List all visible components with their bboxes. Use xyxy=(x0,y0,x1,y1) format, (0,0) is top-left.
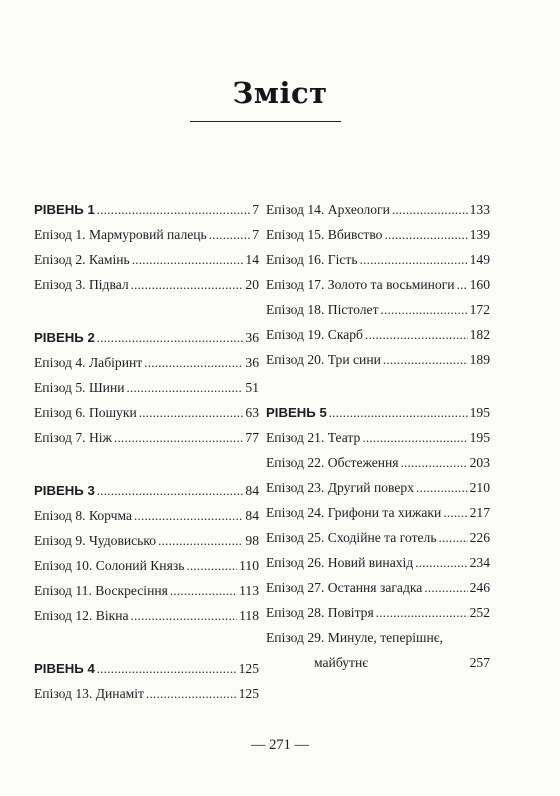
toc-entry-label: Епізод 24. Грифони та хижаки xyxy=(266,505,442,520)
dot-leader xyxy=(146,681,237,706)
dot-leader xyxy=(415,550,467,575)
dot-leader xyxy=(158,528,243,553)
toc-entry[interactable] xyxy=(266,575,490,600)
dot-leader xyxy=(97,197,250,222)
toc-entry-label: Епізод 11. Воскресіння xyxy=(34,583,168,598)
toc-page-number: 110 xyxy=(239,558,259,573)
toc-page-number: 160 xyxy=(469,277,490,292)
toc-entry[interactable] xyxy=(266,550,490,575)
toc-page-number: 14 xyxy=(245,252,259,267)
toc-page-number: 36 xyxy=(245,355,259,370)
toc-entry[interactable] xyxy=(266,197,490,222)
dot-leader xyxy=(132,247,244,272)
toc-entry-label: Епізод 3. Підвал xyxy=(34,277,129,292)
toc-entry[interactable] xyxy=(266,297,490,322)
toc-entry-label: Епізод 1. Мармуровий палець xyxy=(34,227,207,242)
toc-entry-label: Епізод 17. Золото та восьминоги xyxy=(266,277,455,292)
toc-entry-label: Епізод 13. Динаміт xyxy=(34,686,144,701)
toc-entry[interactable] xyxy=(34,375,259,400)
toc-page-number: 210 xyxy=(469,480,490,495)
toc-page-number: 217 xyxy=(469,505,490,520)
toc-entry-label: РІВЕНЬ 3 xyxy=(34,483,95,498)
toc-page-number: 226 xyxy=(469,530,490,545)
section-gap xyxy=(266,372,490,400)
toc-page-number: 133 xyxy=(469,202,490,217)
toc-entry[interactable] xyxy=(266,525,490,550)
toc-entry[interactable] xyxy=(34,400,259,425)
toc-page-number: 113 xyxy=(239,583,259,598)
toc-entry[interactable] xyxy=(34,425,259,450)
page-title: Зміст xyxy=(232,76,328,110)
dot-leader xyxy=(439,525,468,550)
toc-page-number: 139 xyxy=(469,227,490,242)
dot-leader xyxy=(186,553,237,578)
dot-leader xyxy=(131,272,244,297)
toc-level-heading[interactable] xyxy=(266,400,490,425)
toc-page-number: 234 xyxy=(469,555,490,570)
dot-leader xyxy=(131,603,238,628)
toc-page-number: 84 xyxy=(245,508,259,523)
dot-leader xyxy=(134,503,243,528)
dot-leader xyxy=(127,375,244,400)
toc-entry[interactable] xyxy=(266,475,490,500)
toc-entry[interactable] xyxy=(34,578,259,603)
toc-entry-label: Епізод 16. Гість xyxy=(266,252,358,267)
toc-entry[interactable] xyxy=(266,625,490,675)
toc-page-number: 149 xyxy=(469,252,490,267)
toc-entry-label: РІВЕНЬ 2 xyxy=(34,330,95,345)
toc-entry[interactable] xyxy=(266,500,490,525)
dot-leader xyxy=(376,600,468,625)
toc-entry-line2 xyxy=(266,650,490,675)
toc-entry-label: Епізод 6. Пошуки xyxy=(34,405,137,420)
toc-entry-label: РІВЕНЬ 4 xyxy=(34,661,95,676)
page-number: — 271 — xyxy=(251,737,309,753)
toc-entry-label: Епізод 23. Другий поверх xyxy=(266,480,415,495)
dot-leader xyxy=(443,500,467,525)
toc-entry[interactable] xyxy=(34,350,259,375)
title-underline xyxy=(190,121,341,122)
dot-leader xyxy=(139,400,244,425)
toc-page-number: 7 xyxy=(252,202,259,217)
toc-left-column xyxy=(34,197,259,706)
dot-leader xyxy=(383,347,468,372)
toc-entry-label: Епізод 9. Чудовисько xyxy=(34,533,157,548)
toc-entry-label: Епізод 26. Новий винахід xyxy=(266,555,414,570)
dot-leader xyxy=(424,575,467,600)
toc-page-number: 189 xyxy=(469,352,490,367)
toc-level-heading[interactable] xyxy=(34,325,259,350)
toc-entry-label: Епізод 5. Шини xyxy=(34,380,125,395)
toc-page-number: 195 xyxy=(469,405,490,420)
toc-entry-label: Епізод 28. Повітря xyxy=(266,605,374,620)
toc-entry-label: Епізод 22. Обстеження xyxy=(266,455,399,470)
toc-entry-label: Епізод 4. Лабіринт xyxy=(34,355,143,370)
toc-entry[interactable] xyxy=(34,247,259,272)
toc-page-number: 125 xyxy=(238,661,259,676)
toc-entry-label: РІВЕНЬ 5 xyxy=(266,405,327,420)
toc-page-number: 172 xyxy=(469,302,490,317)
toc-page-number: 118 xyxy=(239,608,259,623)
toc-entry-label: Епізод 2. Камінь xyxy=(34,252,130,267)
dot-leader xyxy=(365,322,468,347)
dot-leader xyxy=(97,656,237,681)
toc-level-heading[interactable] xyxy=(34,197,259,222)
toc-page-number: 257 xyxy=(469,655,490,670)
toc-right-column xyxy=(266,197,490,675)
dot-leader xyxy=(144,350,243,375)
dot-leader xyxy=(416,475,468,500)
dot-leader xyxy=(97,478,244,503)
dot-leader xyxy=(392,197,468,222)
toc-entry[interactable] xyxy=(34,528,259,553)
toc-entry-label: Епізод 8. Корчма xyxy=(34,508,132,523)
toc-entry-label: Епізод 25. Сходійне та готель xyxy=(266,530,437,545)
toc-entry-label: Епізод 27. Остання загадка xyxy=(266,580,423,595)
toc-page-number: 246 xyxy=(469,580,490,595)
toc-entry[interactable] xyxy=(34,681,259,706)
toc-entry-label: Епізод 19. Скарб xyxy=(266,327,363,342)
toc-page-number: 63 xyxy=(245,405,259,420)
toc-entry[interactable] xyxy=(266,347,490,372)
dot-leader xyxy=(170,578,237,603)
toc-page-number: 182 xyxy=(469,327,490,342)
toc-entry-label: РІВЕНЬ 1 xyxy=(34,202,95,217)
toc-entry-label-continued: майбутнє xyxy=(314,655,369,670)
toc-entry[interactable] xyxy=(34,603,259,628)
toc-entry-label: Епізод 20. Три сини xyxy=(266,352,381,367)
toc-entry[interactable] xyxy=(34,553,259,578)
dot-leader xyxy=(329,400,468,425)
dot-leader xyxy=(384,222,467,247)
dot-leader xyxy=(360,247,468,272)
toc-entry-label: Епізод 15. Вбивство xyxy=(266,227,383,242)
toc-entry[interactable] xyxy=(266,272,490,297)
toc-entry[interactable] xyxy=(266,450,490,475)
toc-entry[interactable] xyxy=(266,222,490,247)
dot-leader xyxy=(401,450,468,475)
section-gap xyxy=(34,297,259,325)
toc-page-number: 7 xyxy=(252,227,259,242)
toc-entry-label: Епізод 7. Ніж xyxy=(34,430,112,445)
toc-page-number: 36 xyxy=(245,330,259,345)
dot-leader xyxy=(114,425,243,450)
toc-level-heading[interactable] xyxy=(34,478,259,503)
toc-page-number: 77 xyxy=(245,430,259,445)
toc-page-number: 20 xyxy=(245,277,259,292)
toc-entry[interactable] xyxy=(266,247,490,272)
toc-entry-label: Епізод 29. Минуле, теперішнє, xyxy=(266,630,444,645)
toc-entry-label: Епізод 14. Археологи xyxy=(266,202,390,217)
toc-entry[interactable] xyxy=(266,425,490,450)
section-gap xyxy=(34,628,259,656)
section-gap xyxy=(34,450,259,478)
toc-entry[interactable] xyxy=(34,503,259,528)
toc-page-number: 252 xyxy=(469,605,490,620)
toc-entry-label: Епізод 10. Солоний Князь xyxy=(34,558,185,573)
toc-entry[interactable] xyxy=(34,272,259,297)
dot-leader xyxy=(362,425,467,450)
toc-page-number: 51 xyxy=(245,380,259,395)
toc-entry-label: Епізод 12. Вікна xyxy=(34,608,129,623)
dot-leader xyxy=(457,272,468,297)
toc-entry-label: Епізод 18. Пістолет xyxy=(266,302,379,317)
toc-page-number: 203 xyxy=(469,455,490,470)
toc-page-number: 125 xyxy=(238,686,259,701)
toc-entry[interactable] xyxy=(266,322,490,347)
dot-leader xyxy=(381,297,468,322)
toc-level-heading[interactable] xyxy=(34,656,259,681)
toc-entry[interactable] xyxy=(34,222,259,247)
toc-page-number: 84 xyxy=(245,483,259,498)
toc-page-number: 195 xyxy=(469,430,490,445)
dot-leader xyxy=(209,222,250,247)
toc-page-number: 98 xyxy=(245,533,259,548)
toc-entry-label: Епізод 21. Театр xyxy=(266,430,361,445)
toc-entry[interactable] xyxy=(266,600,490,625)
dot-leader xyxy=(97,325,244,350)
